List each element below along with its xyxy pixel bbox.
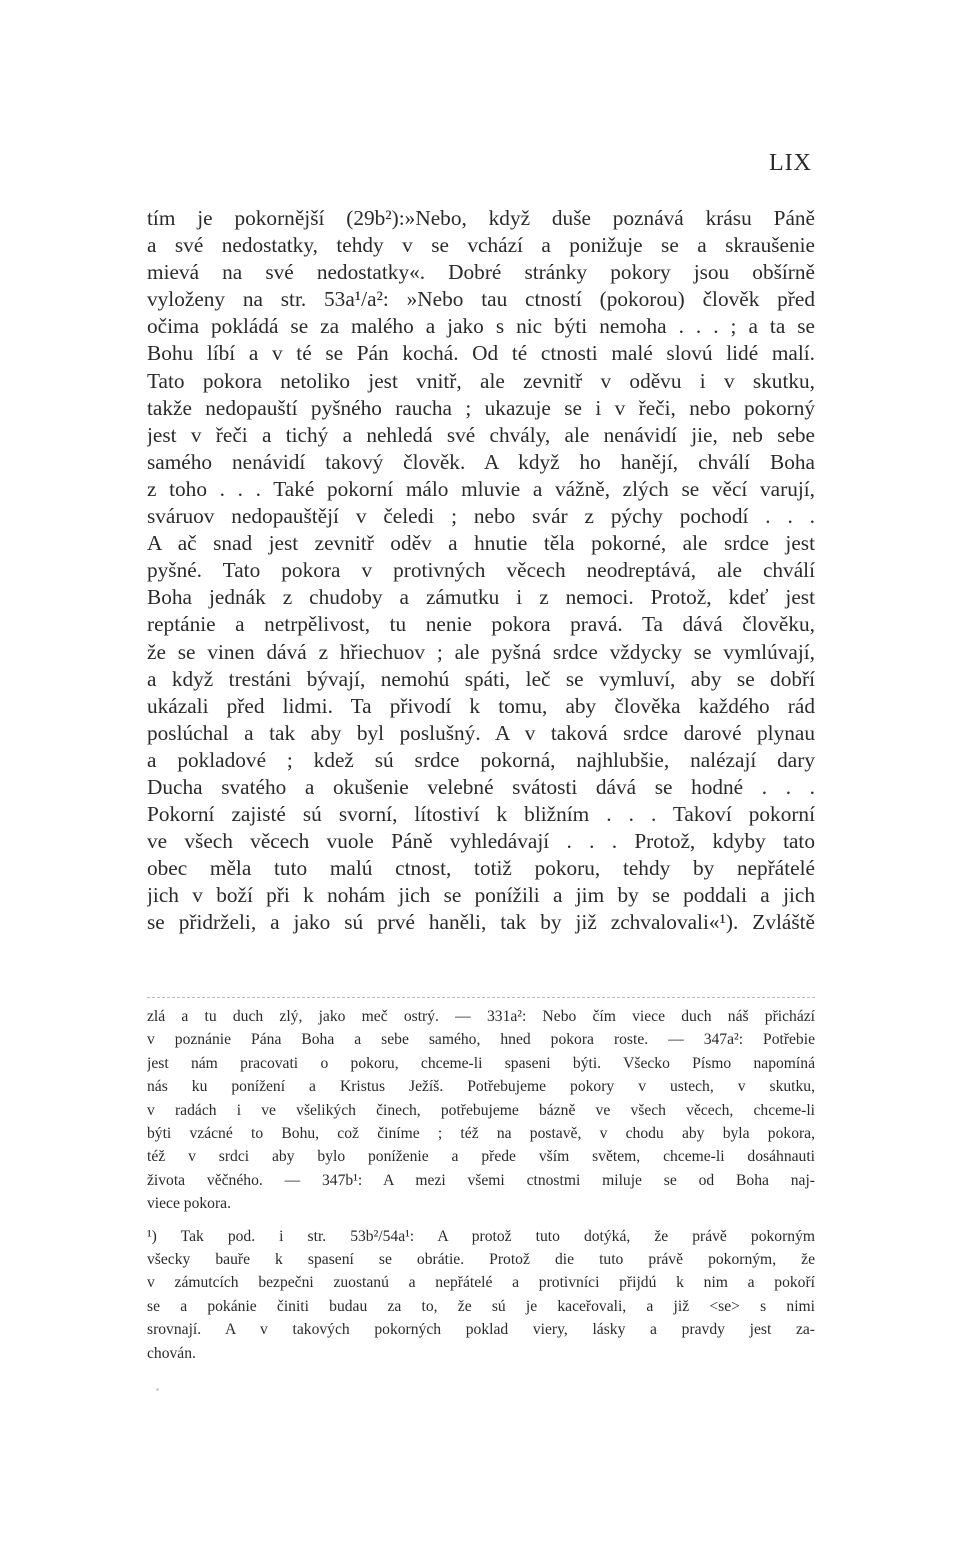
text-line: samého nenávidí takový člověk. A když ho hanějí, chválí Boha (147, 449, 815, 474)
text-line: vyloženy na str. 53a¹/a²: »Nebo tau ctností (pokorou) člověk před (147, 287, 815, 312)
text-line: pyšné. Tato pokora v protivných věcech neodreptává, ale chválí (147, 558, 815, 583)
main-text (147, 205, 815, 937)
page-number: LIX (769, 150, 812, 176)
text-line: ukázali před lidmi. Ta přivodí k tomu, aby člověka každého rád (147, 693, 815, 718)
footnote-line: jest nám pracovati o pokoru, chceme-li spaseni býti. Všecko Písmo napomíná (147, 1054, 815, 1072)
footnote-line: býti vzácné to Bohu, což činíme ; též na postavě, v chodu aby byla pokora, (147, 1125, 815, 1143)
footnote-line: nás ku ponížení a Kristus Ježíš. Potřebujeme pokory v ustech, v skutku, (147, 1078, 815, 1096)
footnote-divider (147, 997, 815, 998)
text-line: a své nedostatky, tehdy v se vchází a ponižuje se a skraušenie (147, 233, 815, 258)
footnote-1 (147, 1225, 815, 1365)
text-line: jich v boží při k nohám jich se ponížili a jim by se poddali a jich (147, 883, 815, 908)
footnote-line: se a pokánie činiti budau za to, že sú je kaceřovali, a již <se> s nimi (147, 1297, 815, 1315)
scan-speck (156, 1388, 159, 1391)
footnote-line: srovnají. A v takových pokorných poklad viery, lásky a pravdy jest za- (147, 1321, 815, 1339)
text-line: jest v řeči a tichý a nehledá své chvály, ale nenávidí jie, neb sebe (147, 422, 815, 447)
text-line: mievá na své nedostatky«. Dobré stránky pokory jsou obšírně (147, 260, 815, 285)
text-line: Bohu líbí a v té se Pán kochá. Od té ctnosti malé slovú lidé malí. (147, 341, 815, 366)
text-line: reptánie a netrpělivost, tu nenie pokora pravá. Ta dává člověku, (147, 612, 815, 637)
text-line: poslúchal a tak aby byl poslušný. A v taková srdce darové plynau (147, 720, 815, 745)
footnote-line: života věčného. — 347b¹: A mezi všemi ctnostmi miluje se od Boha naj- (147, 1171, 815, 1189)
text-line: z toho . . . Také pokorní málo mluvie a vážně, zlých se věcí varují, (147, 476, 815, 501)
text-line: Pokorní zajisté sú svorní, lítostiví k bližním . . . Takoví pokorní (147, 802, 815, 827)
text-line: a když trestáni bývají, nemohú spáti, leč se vymluví, aby se dobří (147, 666, 815, 691)
footnote-line: též v srdci aby bylo poníženie a přede vším světem, chceme-li dosáhnauti (147, 1148, 815, 1166)
text-line: Tato pokora netoliko jest vnitř, ale zevnitř v oděvu i v skutku, (147, 368, 815, 393)
footnote-spacer (147, 1216, 815, 1225)
footnote-line: všecky bauře k spasení se obrátie. Protož die tuto právě pokorným, že (147, 1251, 815, 1269)
text-line: Boha jednák z chudoby a zámutku i z nemoci. Protož, kdeť jest (147, 585, 815, 610)
text-line: takže nedopauští pyšného raucha ; ukazuje se i v řeči, nebo pokorný (147, 395, 815, 420)
footnote-line: viece pokora. (147, 1195, 231, 1213)
text-line: Ducha svatého a okušenie velebné svátosti dává se hodné . . . (147, 774, 815, 799)
footnote-line: v zámutcích bezpečni zuostanú a nepřátelé a protivníci přijdú k nim a pokoří (147, 1274, 815, 1292)
text-line: sváruov nedopauštějí v čeledi ; nebo svár z pýchy pochodí . . . (147, 504, 815, 529)
footnote-line: ¹) Tak pod. i str. 53b²/54a¹: A protož tuto dotýká, že právě pokorným (147, 1227, 815, 1245)
text-line: tím je pokornější (29b²):»Nebo, když duše poznává krásu Páně (147, 206, 815, 230)
footnote-continued (147, 1005, 815, 1216)
footnotes (147, 1005, 815, 1365)
text-line: obec měla tuto malú ctnost, totiž pokoru, tehdy by nepřátelé (147, 856, 815, 881)
footnote-line: zlá a tu duch zlý, jako meč ostrý. — 331a²: Nebo čím viece duch náš přichází (147, 1008, 815, 1025)
text-line: a pokladové ; kdež sú srdce pokorná, najhlubšie, nalézají dary (147, 747, 815, 772)
text-line: očima pokládá se za malého a jako s nic býti nemoha . . . ; a ta se (147, 314, 815, 339)
footnote-line: v poznánie Pána Boha a sebe samého, hned pokora roste. — 347a²: Potřebie (147, 1031, 815, 1049)
text-line: ve všech věcech vuole Páně vyhledávají . . . Protož, kdyby tato (147, 829, 815, 854)
footnote-line: chován. (147, 1344, 196, 1362)
text-line: že se vinen dává z hřiechuov ; ale pyšná srdce vždycky se vymlúvají, (147, 639, 815, 664)
text-line: se přidrželi, a jako sú prvé haněli, tak by již zchvalovali«¹). Zvláště (147, 910, 815, 935)
text-line: A ač snad jest zevnitř oděv a hnutie těla pokorné, ale srdce jest (147, 531, 815, 556)
footnote-line: v radách i ve všelikých činech, potřebujeme bázně ve všech věcech, chceme-li (147, 1101, 815, 1119)
